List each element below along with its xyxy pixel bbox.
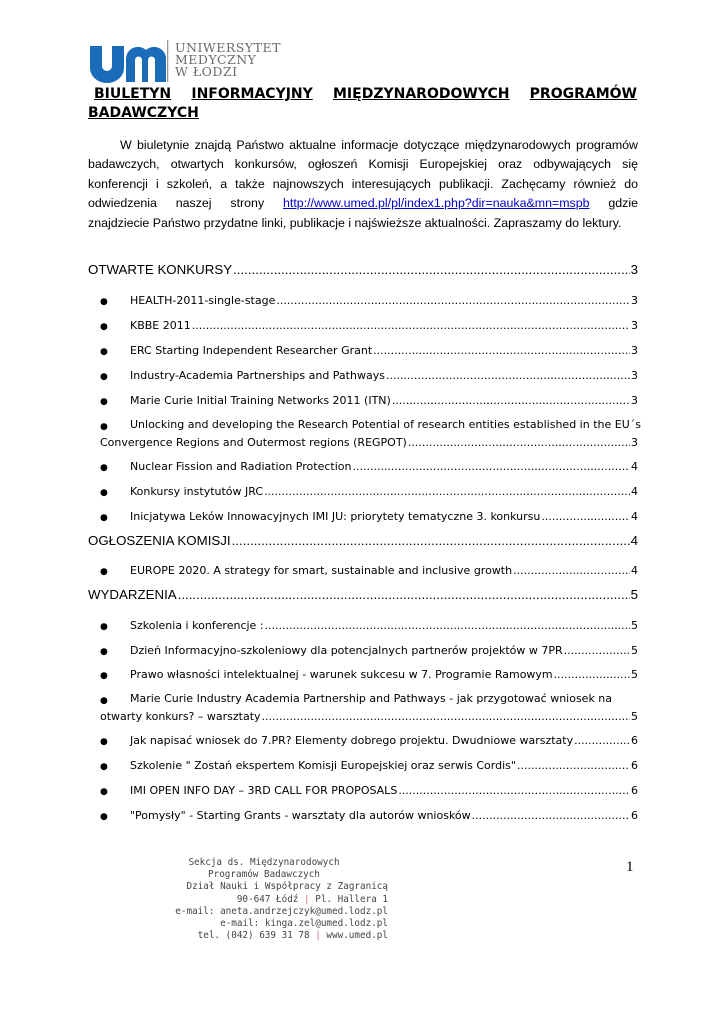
footer-phone: tel. (042) 639 31 78 xyxy=(197,930,310,942)
toc-item-page: 5 xyxy=(631,710,638,723)
toc-item[interactable] xyxy=(100,460,638,473)
footer-line-1: Sekcja ds. Międzynarodowych xyxy=(188,857,340,868)
intro-link[interactable]: http://www.umed.pl/pl/index1.php?dir=nauka&mn=mspb xyxy=(283,196,590,211)
bullet-icon: ● xyxy=(100,422,108,432)
toc-item[interactable] xyxy=(100,294,638,307)
toc-item[interactable] xyxy=(100,369,638,382)
toc-section-title: WYDARZENIA xyxy=(88,587,177,602)
toc-item-page: 3 xyxy=(631,344,638,357)
toc-item-label: HEALTH-2011-single-stage xyxy=(130,294,276,307)
title-line-2: BADAWCZYCH xyxy=(88,105,199,121)
title-word-3: MIĘDZYNARODOWYCH xyxy=(333,86,510,102)
toc-item-page: 3 xyxy=(631,394,638,407)
toc-item-page: 6 xyxy=(631,809,638,822)
toc-item[interactable] xyxy=(100,734,638,747)
toc-item-page: 4 xyxy=(631,564,638,577)
toc-item-label: Inicjatywa Leków Innowacyjnych IMI JU: priorytety tematyczne 3. konkursu xyxy=(130,510,541,523)
bullet-icon: ● xyxy=(100,297,108,307)
toc-item-label: Szkolenie " Zostań ekspertem Komisji Europejskiej oraz serwis Cordis" xyxy=(130,759,516,772)
bullet-icon: ● xyxy=(100,762,108,772)
footer-contact xyxy=(120,857,388,942)
footer-email-2[interactable]: e-mail: kinga.zel@umed.lodz.pl xyxy=(220,918,388,930)
footer-separator: | xyxy=(315,930,321,942)
toc-item-line-1[interactable] xyxy=(100,418,641,431)
toc-item-page: 3 xyxy=(631,319,638,332)
bullet-icon: ● xyxy=(100,372,108,382)
toc-item[interactable] xyxy=(100,619,638,632)
toc-item-page: 6 xyxy=(631,734,638,747)
toc-item[interactable] xyxy=(100,564,638,577)
footer-email-1[interactable]: e-mail: aneta.andrzejczyk@umed.lodz.pl xyxy=(175,905,388,917)
bullet-icon: ● xyxy=(100,812,108,822)
footer-line-3: Dział Nauki i Współpracy z Zagranicą xyxy=(186,881,388,893)
toc-item-label: Nuclear Fission and Radiation Protection xyxy=(130,460,352,473)
toc-item-label-cont: Convergence Regions and Outermost regions (REGPOT) xyxy=(100,436,407,449)
toc-item-label: Marie Curie Initial Training Networks 2011 (ITN) xyxy=(130,394,391,407)
toc-section-page: 5 xyxy=(630,587,638,602)
bulletin-title xyxy=(88,85,637,123)
toc-section-commission-notices[interactable] xyxy=(88,533,638,548)
bullet-icon: ● xyxy=(100,397,108,407)
toc-item-label: Marie Curie Industry Academia Partnership and Pathways - jak przygotować wniosek na xyxy=(130,692,613,705)
toc-item-label: IMI OPEN INFO DAY – 3RD CALL FOR PROPOSALS xyxy=(130,784,398,797)
toc-item[interactable] xyxy=(100,485,638,498)
footer-city: 90-647 Łódź xyxy=(236,893,299,905)
toc-section-events[interactable] xyxy=(88,587,638,602)
toc-item-page: 4 xyxy=(631,460,638,473)
toc-item-page: 3 xyxy=(631,436,638,449)
logo-line-2: MEDYCZNY xyxy=(175,52,257,67)
toc-section-page: 4 xyxy=(630,533,638,548)
toc-section-title: OTWARTE KONKURSY xyxy=(88,262,233,277)
toc-item[interactable] xyxy=(100,809,638,822)
intro-text-before: W biuletynie znajdą Państwo aktualne informacje dotyczące międzynarodowych programów badawczych, otwartych konkursów, ogłoszeń Komisji Europejskiej oraz odbywających się konferencji i szkoleń, a także najnowszych interesujących publikacji. Zachęcamy również do odwiedzenia naszej strony xyxy=(88,138,638,211)
toc-item-line-1[interactable] xyxy=(100,692,638,705)
toc-item-label: Dzień Informacyjno-szkoleniowy dla potencjalnych partnerów projektów w 7PR xyxy=(130,644,563,657)
toc-section-open-calls[interactable] xyxy=(88,262,638,277)
toc-item-label: Unlocking and developing the Research Potential of research entities established in the EU´s xyxy=(130,418,641,431)
toc-item[interactable] xyxy=(100,510,638,523)
toc-item[interactable] xyxy=(100,759,638,772)
toc-item[interactable] xyxy=(100,644,638,657)
bullet-icon: ● xyxy=(100,787,108,797)
footer-line-2: Programów Badawczych xyxy=(208,869,320,881)
logo-line-3: W ŁODZI xyxy=(175,64,238,79)
footer-website[interactable]: www.umed.pl xyxy=(326,930,388,942)
logo-line-1: UNIWERSYTET xyxy=(175,40,281,55)
toc-item-page: 6 xyxy=(631,759,638,772)
toc-item-page: 3 xyxy=(631,369,638,382)
title-word-4: PROGRAMÓW xyxy=(529,86,637,102)
footer-street: Pl. Hallera 1 xyxy=(315,893,388,905)
toc-item-page: 6 xyxy=(631,784,638,797)
toc-item[interactable] xyxy=(100,784,638,797)
toc-item-page: 5 xyxy=(631,619,638,632)
toc-item-label: Industry-Academia Partnerships and Pathways xyxy=(130,369,385,382)
toc-item-page: 5 xyxy=(631,668,638,681)
toc-section-page: 3 xyxy=(630,262,638,277)
bullet-icon: ● xyxy=(100,671,108,681)
toc-item-label: EUROPE 2020. A strategy for smart, sustainable and inclusive growth xyxy=(130,564,513,577)
toc-item[interactable] xyxy=(100,710,638,723)
toc-item-label: "Pomysły" - Starting Grants - warsztaty dla autorów wniosków xyxy=(130,809,471,822)
toc-item-label: Szkolenia i konferencje : xyxy=(130,619,264,632)
footer-line-4 xyxy=(120,894,388,906)
toc-item[interactable] xyxy=(100,668,638,681)
logo-text xyxy=(175,42,281,78)
footer-separator: | xyxy=(304,893,310,905)
bullet-icon: ● xyxy=(100,622,108,632)
intro-text-after: gdzie znajdziecie Państwo przydatne linki, publikacje i najświeższe aktualności. Zapraszamy do lektury. xyxy=(88,196,638,230)
toc-item-label: Prawo własności intelektualnej - warunek sukcesu w 7. Programie Ramowym xyxy=(130,668,553,681)
toc-item-label-cont: otwarty konkurs? – warsztaty xyxy=(100,710,261,723)
toc-item-label: ERC Starting Independent Researcher Grant xyxy=(130,344,373,357)
toc-item[interactable] xyxy=(100,319,638,332)
bullet-icon: ● xyxy=(100,513,108,523)
toc-item-page: 3 xyxy=(631,294,638,307)
bullet-icon: ● xyxy=(100,567,108,577)
footer-line-7 xyxy=(120,930,388,942)
toc-item-label: Jak napisać wniosek do 7.PR? Elementy dobrego projektu. Dwudniowe warsztaty xyxy=(130,734,574,747)
bullet-icon: ● xyxy=(100,347,108,357)
toc-item-label: Konkursy instytutów JRC xyxy=(130,485,264,498)
toc-item-label: KBBE 2011 xyxy=(130,319,191,332)
toc-item-page: 5 xyxy=(631,644,638,657)
toc-item[interactable] xyxy=(100,344,638,357)
bullet-icon: ● xyxy=(100,463,108,473)
bullet-icon: ● xyxy=(100,696,108,706)
toc-item[interactable] xyxy=(100,394,638,407)
toc-item-page: 4 xyxy=(631,485,638,498)
toc-section-title: OGŁOSZENIA KOMISJI xyxy=(88,533,231,548)
toc-item-page: 4 xyxy=(631,510,638,523)
toc-item[interactable] xyxy=(100,436,638,449)
page-number: 1 xyxy=(626,859,634,875)
title-word-2: INFORMACYJNY xyxy=(191,86,313,102)
bullet-icon: ● xyxy=(100,647,108,657)
bullet-icon: ● xyxy=(100,322,108,332)
bullet-icon: ● xyxy=(100,488,108,498)
bullet-icon: ● xyxy=(100,737,108,747)
intro-paragraph xyxy=(88,136,638,233)
title-word-1: BIULETYN xyxy=(94,86,172,102)
